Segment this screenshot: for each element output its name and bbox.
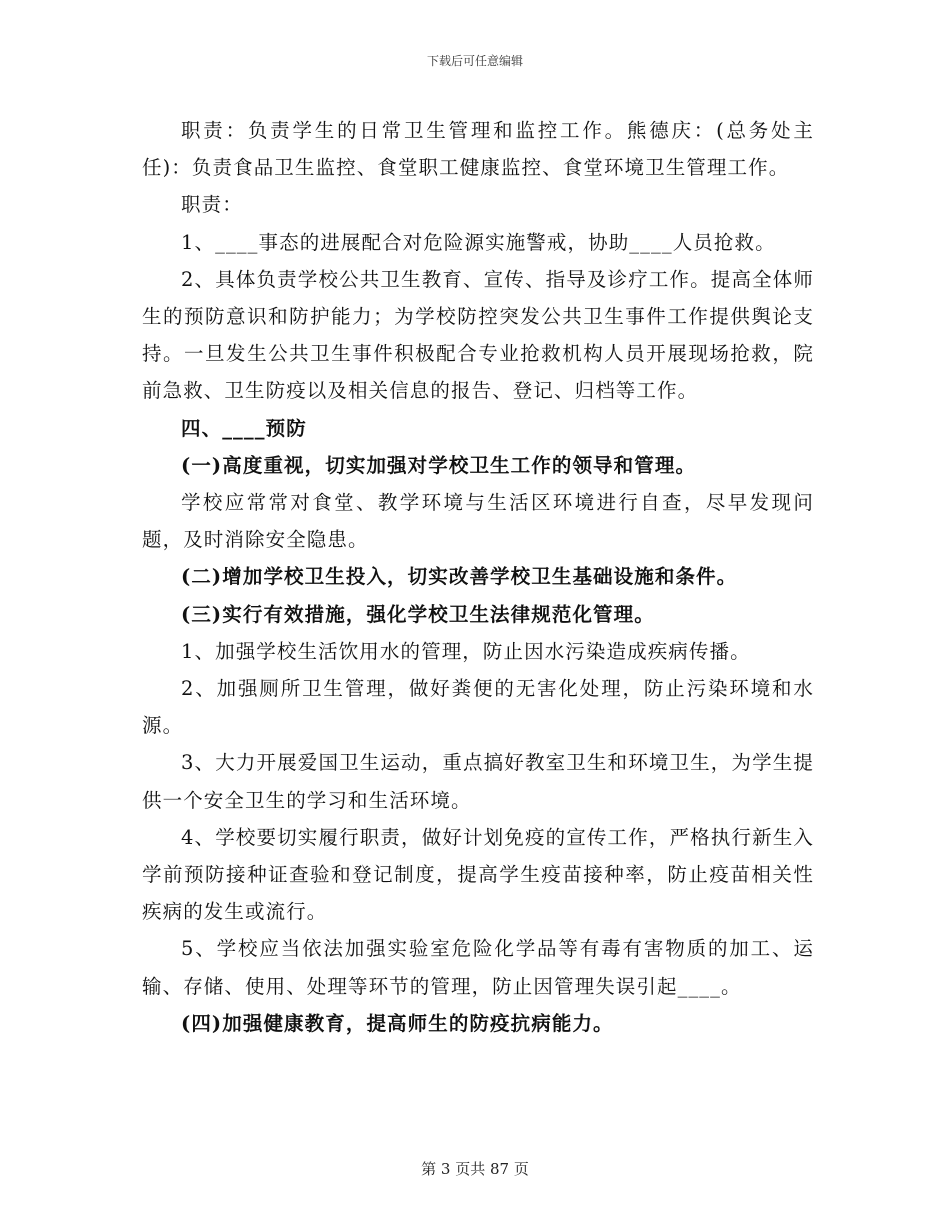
measure-item-4: 4、学校要切实履行职责，做好计划免疫的宣传工作，严格执行新生入学前预防接种证查验和登记制度，提高学生疫苗接种率，防止疫苗相关性疾病的发生或流行。	[142, 825, 814, 924]
paragraph-duties-intro: 职责：负责学生的日常卫生管理和监控工作。熊德庆：(总务处主任)：负责食品卫生监控、食堂职工健康监控、食堂环境卫生管理工作。	[142, 119, 814, 180]
subheading-1: (一)高度重视，切实加强对学校卫生工作的领导和管理。	[181, 453, 697, 477]
measure-item-5: 5、学校应当依法加强实验室危险化学品等有毒有害物质的加工、运输、存储、使用、处理等环节的管理，防止因管理失误引起____。	[142, 937, 814, 998]
paragraph-duties-label: 职责：	[181, 193, 243, 217]
subheading-2: (二)增加学校卫生投入，切实改善学校卫生基础设施和条件。	[181, 565, 738, 589]
measure-item-3: 3、大力开展爱国卫生运动，重点搞好教室卫生和环境卫生，为学生提供一个安全卫生的学习和生活环境。	[142, 751, 814, 812]
measure-item-1: 1、加强学校生活饮用水的管理，防止因水污染造成疾病传播。	[181, 639, 751, 663]
page-footer: 第 3 页共 87 页	[421, 1160, 529, 1178]
subheading-4: (四)加强健康教育，提高师生的防疫抗病能力。	[181, 1011, 614, 1035]
measure-item-2: 2、加强厕所卫生管理，做好粪便的无害化处理，防止污染环境和水源。	[142, 677, 814, 738]
page-header: 下载后可任意编辑	[426, 54, 523, 68]
section-heading-4: 四、____预防	[181, 416, 307, 440]
subheading-3: (三)实行有效措施，强化学校卫生法律规范化管理。	[181, 602, 655, 626]
paragraph-self-check: 学校应常常对食堂、教学环境与生活区环境进行自查，尽早发现问题，及时消除安全隐患。	[142, 491, 814, 552]
paragraph-item-2: 2、具体负责学校公共卫生教育、宣传、指导及诊疗工作。提高全体师生的预防意识和防护能力；为学校防控突发公共卫生事件工作提供舆论支持。一旦发生公共卫生事件积极配合专业抢救机构人员开展现场抢救，院前急救、卫生防疫以及相关信息的报告、登记、归档等工作。	[142, 267, 814, 403]
document-body	[142, 112, 814, 1042]
paragraph-item-1: 1、____事态的进展配合对危险源实施警戒，协助____人员抢救。	[181, 230, 776, 254]
